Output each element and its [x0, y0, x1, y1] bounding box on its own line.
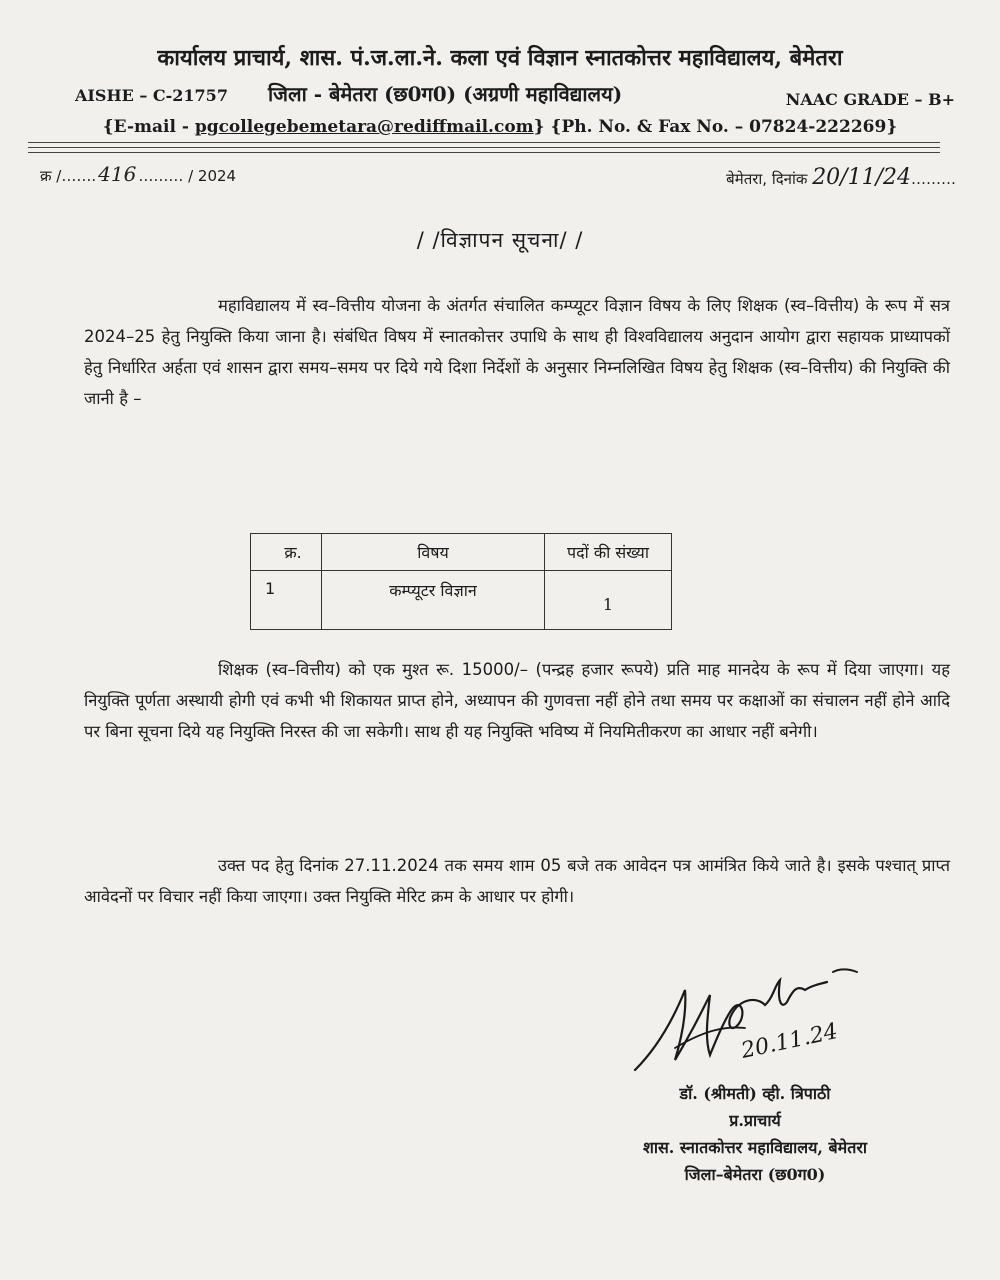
paragraph-1: महाविद्यालय में स्व–वित्तीय योजना के अंतर्गत संचालित कम्प्यूटर विज्ञान विषय के लिए शिक्षक (स्व–वित्तीय) के रूप में सत्र 2024–25 हेतु नियुक्ति किया जाना है। संबंधित विषय में स्नातकोत्तर उपाधि के साथ ही विश्वविद्यालय अनुदान आयोग द्वारा सहायक प्राध्यापकों हेतु निर्धारित अर्हता एवं शासन द्वारा समय–समय पर दिये गये दिशा निर्देशों के अनुसार निम्नलिखित विषय हेतु शिक्षक (स्व–वित्तीय) की नियुक्ति की जानी है –	[84, 296, 950, 408]
table-header-row	[251, 534, 672, 571]
vacancy-table	[250, 533, 672, 630]
table-header-cell: पदों की संख्या	[545, 534, 672, 571]
table-cell: कम्प्यूटर विज्ञान	[322, 571, 545, 630]
header-divider	[28, 152, 940, 153]
issue-date: बेमेतरा, दिनांक 20/11/24………	[726, 165, 956, 190]
signatory-institution: शास. स्नातकोत्तर महाविद्यालय, बेमेतरा	[642, 1138, 868, 1157]
handwritten-signature	[615, 960, 875, 1080]
paragraph-2: शिक्षक (स्व–वित्तीय) को एक मुश्त रू. 15000/– (पन्द्रह हजार रूपये) प्रति माह मानदेय के रूप में दिया जाएगा। यह नियुक्ति पूर्णता अस्थायी होगी एवं कभी भी शिकायत प्राप्त होने, अध्यापन की गुणवत्ता नहीं होने तथा समय पर कक्षाओं का संचालन नहीं होने आदि पर बिना सूचना दिये यह नियुक्ति निरस्त की जा सकेगी। साथ ही यह नियुक्ति भविष्य में नियमितीकरण का आधार नहीं बनेगी।	[84, 660, 950, 741]
table-cell: 1	[545, 571, 672, 630]
header-divider	[28, 147, 940, 148]
header-divider	[28, 142, 940, 143]
email-prefix: {E-mail -	[102, 117, 195, 137]
phone-fax: } {Ph. No. & Fax No. – 07824-222269}	[533, 117, 898, 137]
date-label: बेमेतरा, दिनांक	[726, 170, 808, 188]
reference-prefix: क्र /	[40, 167, 62, 185]
reference-year: / 2024	[188, 167, 237, 185]
table-cell: 1	[251, 571, 322, 630]
signatory-name: डॉ. (श्रीमती) व्ही. त्रिपाठी	[679, 1084, 831, 1103]
table-row	[251, 571, 672, 630]
letterhead-title: कार्यालय प्राचार्य, शास. पं.ज.ला.ने. कला एवं विज्ञान स्नातकोत्तर महाविद्यालय, बेमेतरा	[157, 45, 843, 71]
letterhead-line-2	[40, 80, 960, 114]
reference-number-handwritten: 416	[98, 162, 137, 186]
signatory-district: जिला–बेमेतरा (छ0ग0)	[684, 1165, 826, 1184]
signatory-designation: प्र.प्राचार्य	[729, 1111, 781, 1130]
contact-line	[40, 117, 960, 137]
aishe-code: AISHE – C-21757	[75, 86, 228, 105]
signatory-block	[560, 1080, 950, 1188]
paragraph-3: उक्त पद हेतु दिनांक 27.11.2024 तक समय शाम 05 बजे तक आवेदन पत्र आमंत्रित किये जाते है। इसके पश्चात् प्राप्त आवेदनों पर विचार नहीं किया जाएगा। उक्त नियुक्ति मेरिट क्रम के आधार पर होगी।	[84, 856, 950, 906]
naac-grade: NAAC GRADE – B+	[785, 90, 955, 109]
date-handwritten: 20/11/24	[812, 165, 911, 190]
table-header-cell: क्र.	[251, 534, 322, 571]
signature-date: 20.11.24	[739, 1019, 841, 1064]
notice-title: / /विज्ञापन सूचना/ /	[416, 228, 584, 252]
district-label: जिला - बेमेतरा (छ0ग0) (अग्रणी महाविद्यालय)	[268, 82, 623, 106]
table-header-cell: विषय	[322, 534, 545, 571]
reference-number: क्र /……. 416 ……… / 2024	[40, 162, 237, 186]
email-address: pgcollegebemetara@rediffmail.com	[194, 117, 534, 137]
